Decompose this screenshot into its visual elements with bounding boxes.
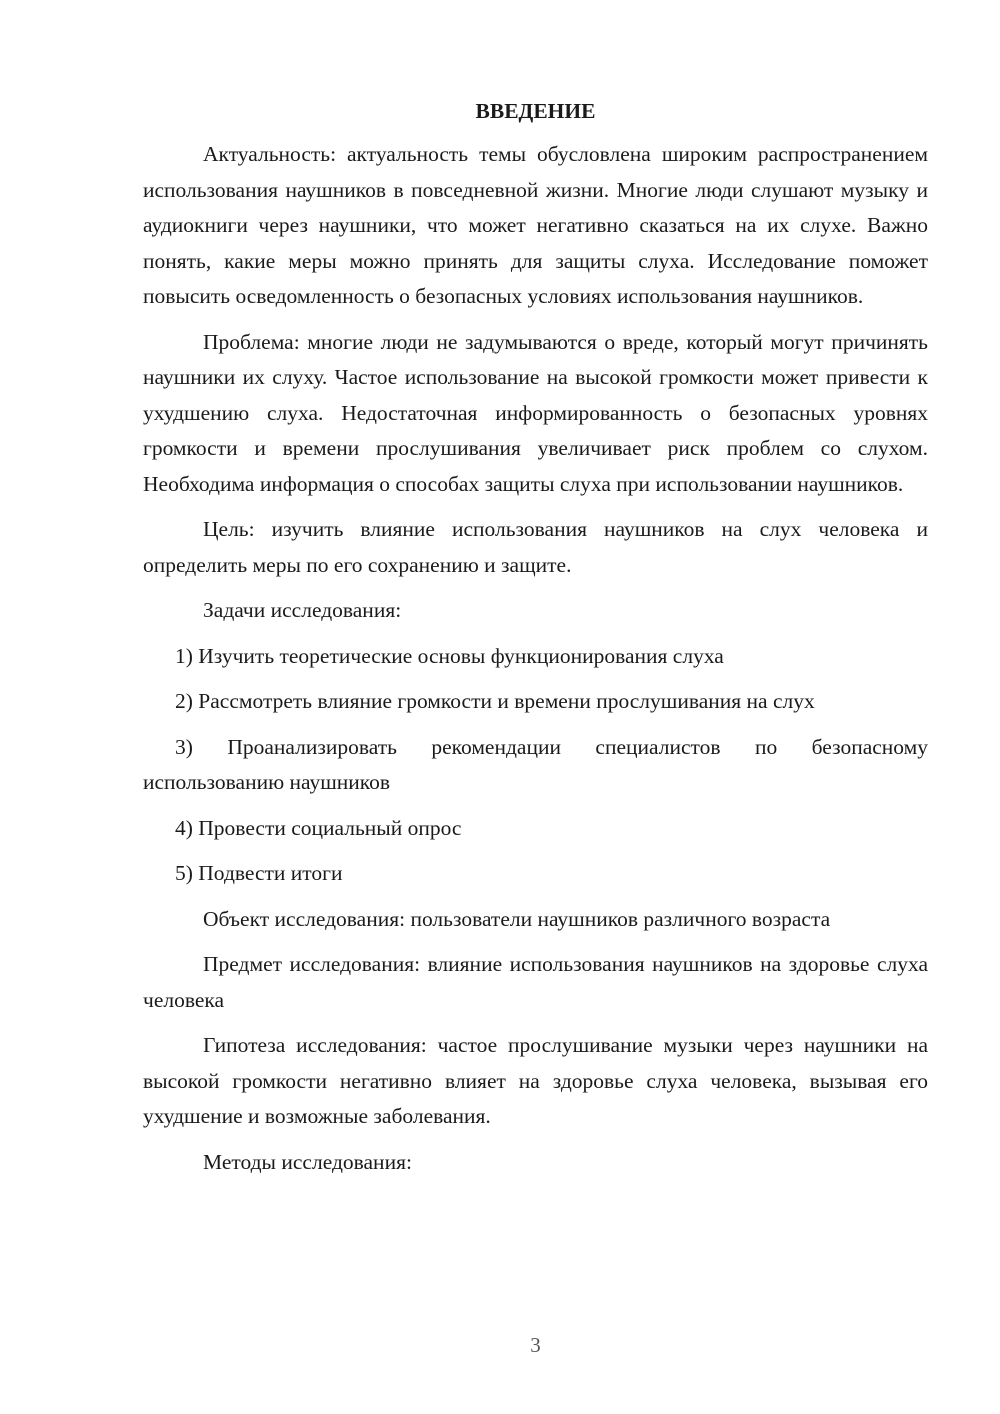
hypothesis-paragraph: Гипотеза исследования: частое прослушивание музыки через наушники на высокой громкости негативно влияет на здоровье слуха человека, вызывая его ухудшение и возможные заболевания.	[143, 1033, 928, 1128]
problem-paragraph: Проблема: многие люди не задумываются о вреде, который могут причинять наушники их слуху. Частое использование на высокой громкости может привести к ухудшению слуха. Недостаточная информированность о безопасных уровнях громкости и времени прослушивания увеличивает риск проблем со слухом. Необходима информация о способах защиты слуха при использовании наушников.	[143, 329, 928, 496]
document-page	[143, 92, 928, 1190]
subject-paragraph: Предмет исследования: влияние использования наушников на здоровье слуха человека	[143, 952, 928, 1012]
methods-heading: Методы исследования:	[203, 1149, 412, 1174]
tasks-heading: Задачи исследования:	[203, 598, 402, 622]
task-item-1: 1) Изучить теоретические основы функционирования слуха	[175, 643, 724, 668]
relevance-paragraph: Актуальность: актуальность темы обусловлена широким распространением использования наушников в повседневной жизни. Многие люди слушают музыку и аудиокниги через наушники, что может негативно сказаться на их слухе. Важно понять, какие меры можно принять для защиты слуха. Исследование поможет повысить осведомленность о безопасных условиях использования наушников.	[143, 142, 928, 308]
section-title: ВВЕДЕНИЕ	[475, 99, 596, 123]
task-item-5: 5) Подвести итоги	[175, 861, 343, 885]
task-item-2: 2) Рассмотреть влияние громкости и времени прослушивания на слух	[175, 689, 815, 713]
task-item-4: 4) Провести социальный опрос	[175, 815, 462, 840]
task-item-3: 3) Проанализировать рекомендации специалистов по безопасному использованию наушников	[143, 734, 928, 794]
page-number: 3	[530, 1333, 541, 1357]
goal-paragraph: Цель: изучить влияние использования наушников на слух человека и определить меры по его сохранению и защите.	[143, 517, 928, 577]
object-paragraph: Объект исследования: пользователи наушников различного возраста	[203, 906, 831, 931]
